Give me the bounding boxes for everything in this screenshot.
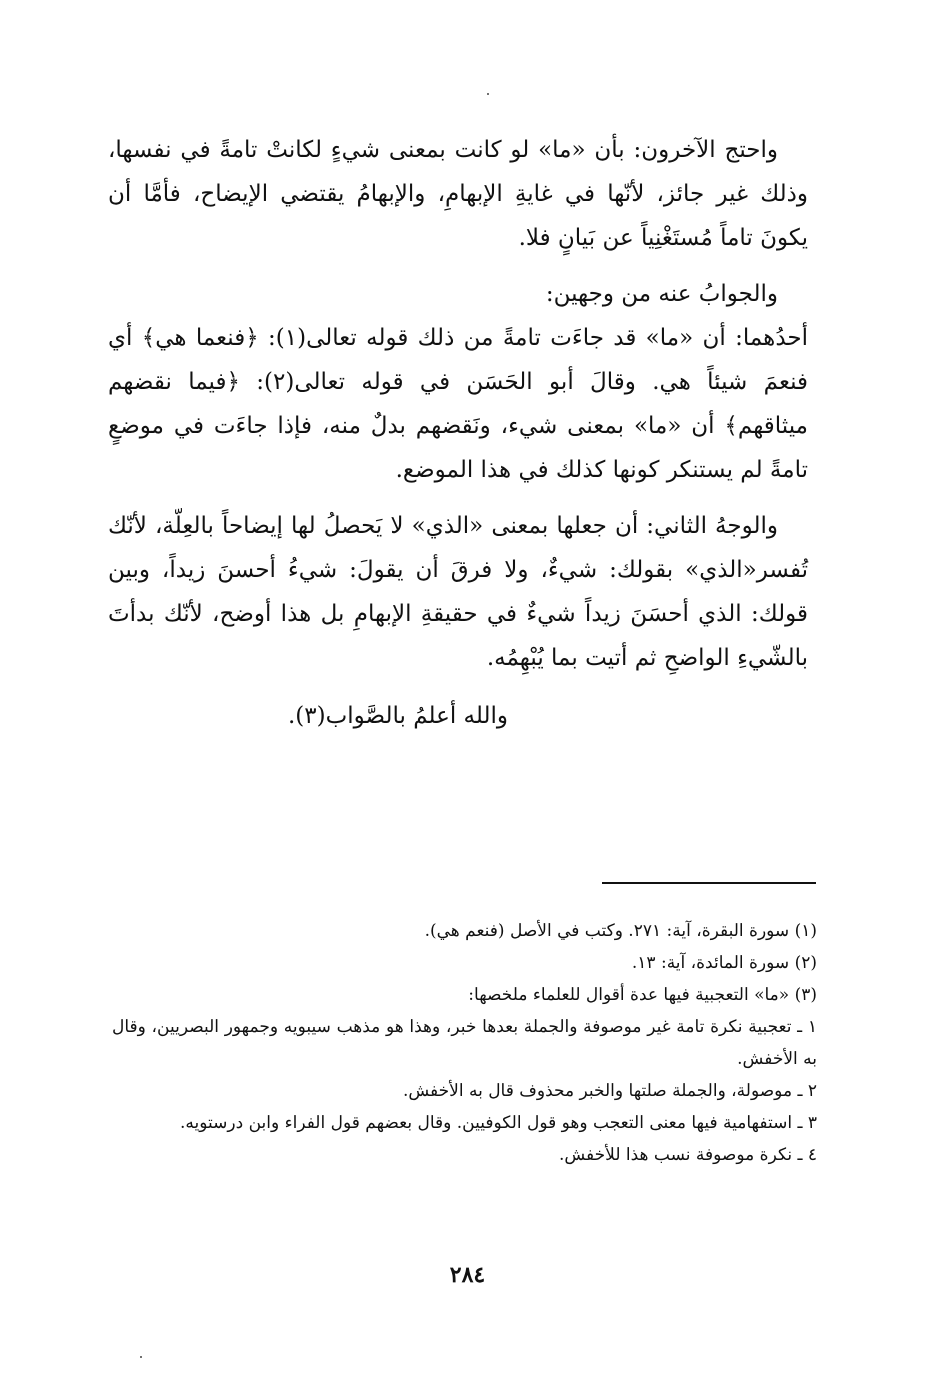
footnote-3-item-1: ١ ـ تعجبية نكرة تامة غير موصوفة والجملة بعدها خبر، وهذا هو مذهب سيبويه وجمهور البصريين، وقال به الأخفش.: [112, 1017, 817, 1069]
footnote-3-item-3: ٣ ـ استفهامية فيها معنى التعجب وهو قول الكوفيين. وقال بعضهم قول الفراء وابن درستويه.: [180, 1113, 817, 1133]
paragraph-closing: والله أعلمُ بالصَّواب(٣).: [287, 703, 508, 729]
footnote-1: (١) سورة البقرة، آية: ٢٧١. وكتب في الأصل (فنعم هي).: [424, 921, 817, 941]
footnote-separator: [602, 882, 816, 884]
paragraph-second-aspect: والوجهُ الثاني: أن جعلها بمعنى «الذي» لا يَحصلُ لها إيضاحاً بالعِلّة، لأنّك تُفسر«الذي» بقولك: شيءٌ، ولا فرقَ أن يقولَ: شيءُ أحسنَ زيداً، وبين قولك: الذي أحسَنَ زيداً شيءٌ في حقيقةِ الإبهامِ بل هذا أوضح، لأنّك بدأتَ بالشّيءِ الواضحِ ثم أتيت بما يُبْهِمُه.: [108, 513, 808, 671]
page-number: ٢٨٤: [449, 1262, 486, 1288]
footnote-3: (٣) «ما» التعجبية فيها عدة أقوال للعلماء ملخصها:: [468, 985, 817, 1005]
main-text: [108, 128, 808, 738]
footnote-3-item-2: ٢ ـ موصولة، والجملة صلتها والخبر محذوف قال به الأخفش.: [402, 1081, 817, 1101]
scan-speck: [487, 93, 489, 95]
scan-speck: [140, 1356, 142, 1358]
footnote-2: (٢) سورة المائدة، آية: ١٣.: [631, 953, 817, 973]
paragraph-argument: واحتج الآخرون: بأن «ما» لو كانت بمعنى شيءٍ لكانتْ تامةً في نفسها، وذلك غير جائز، لأنّها في غايةِ الإبهامِ، والإبهامُ يقتضي الإيضاح، فأمَّا أن يكونَ تاماً مُستَغْنِياً عن بَيانٍ فلا.: [108, 137, 808, 251]
paragraph-first-aspect: أحدُهما: أن «ما» قد جاءَت تامةً من ذلك قوله تعالى(١): ﴿فنعما هي﴾ أي فنعمَ شيئاً هي. وقالَ أبو الحَسَن في قوله تعالى(٢): ﴿فيما نقضهم ميثاقهم﴾ أن «ما» بمعنى شيء، ونَقضهم بدلٌ منه، فإذا جاءَت في موضعٍ تامةً لم يستنكر كونها كذلك في هذا الموضع.: [108, 325, 808, 483]
footnote-3-item-4: ٤ ـ نكرة موصوفة نسب هذا للأخفش.: [558, 1145, 817, 1165]
footnotes: [112, 915, 817, 1171]
paragraph-answer-intro: والجوابُ عنه من وجهين:: [545, 281, 778, 307]
